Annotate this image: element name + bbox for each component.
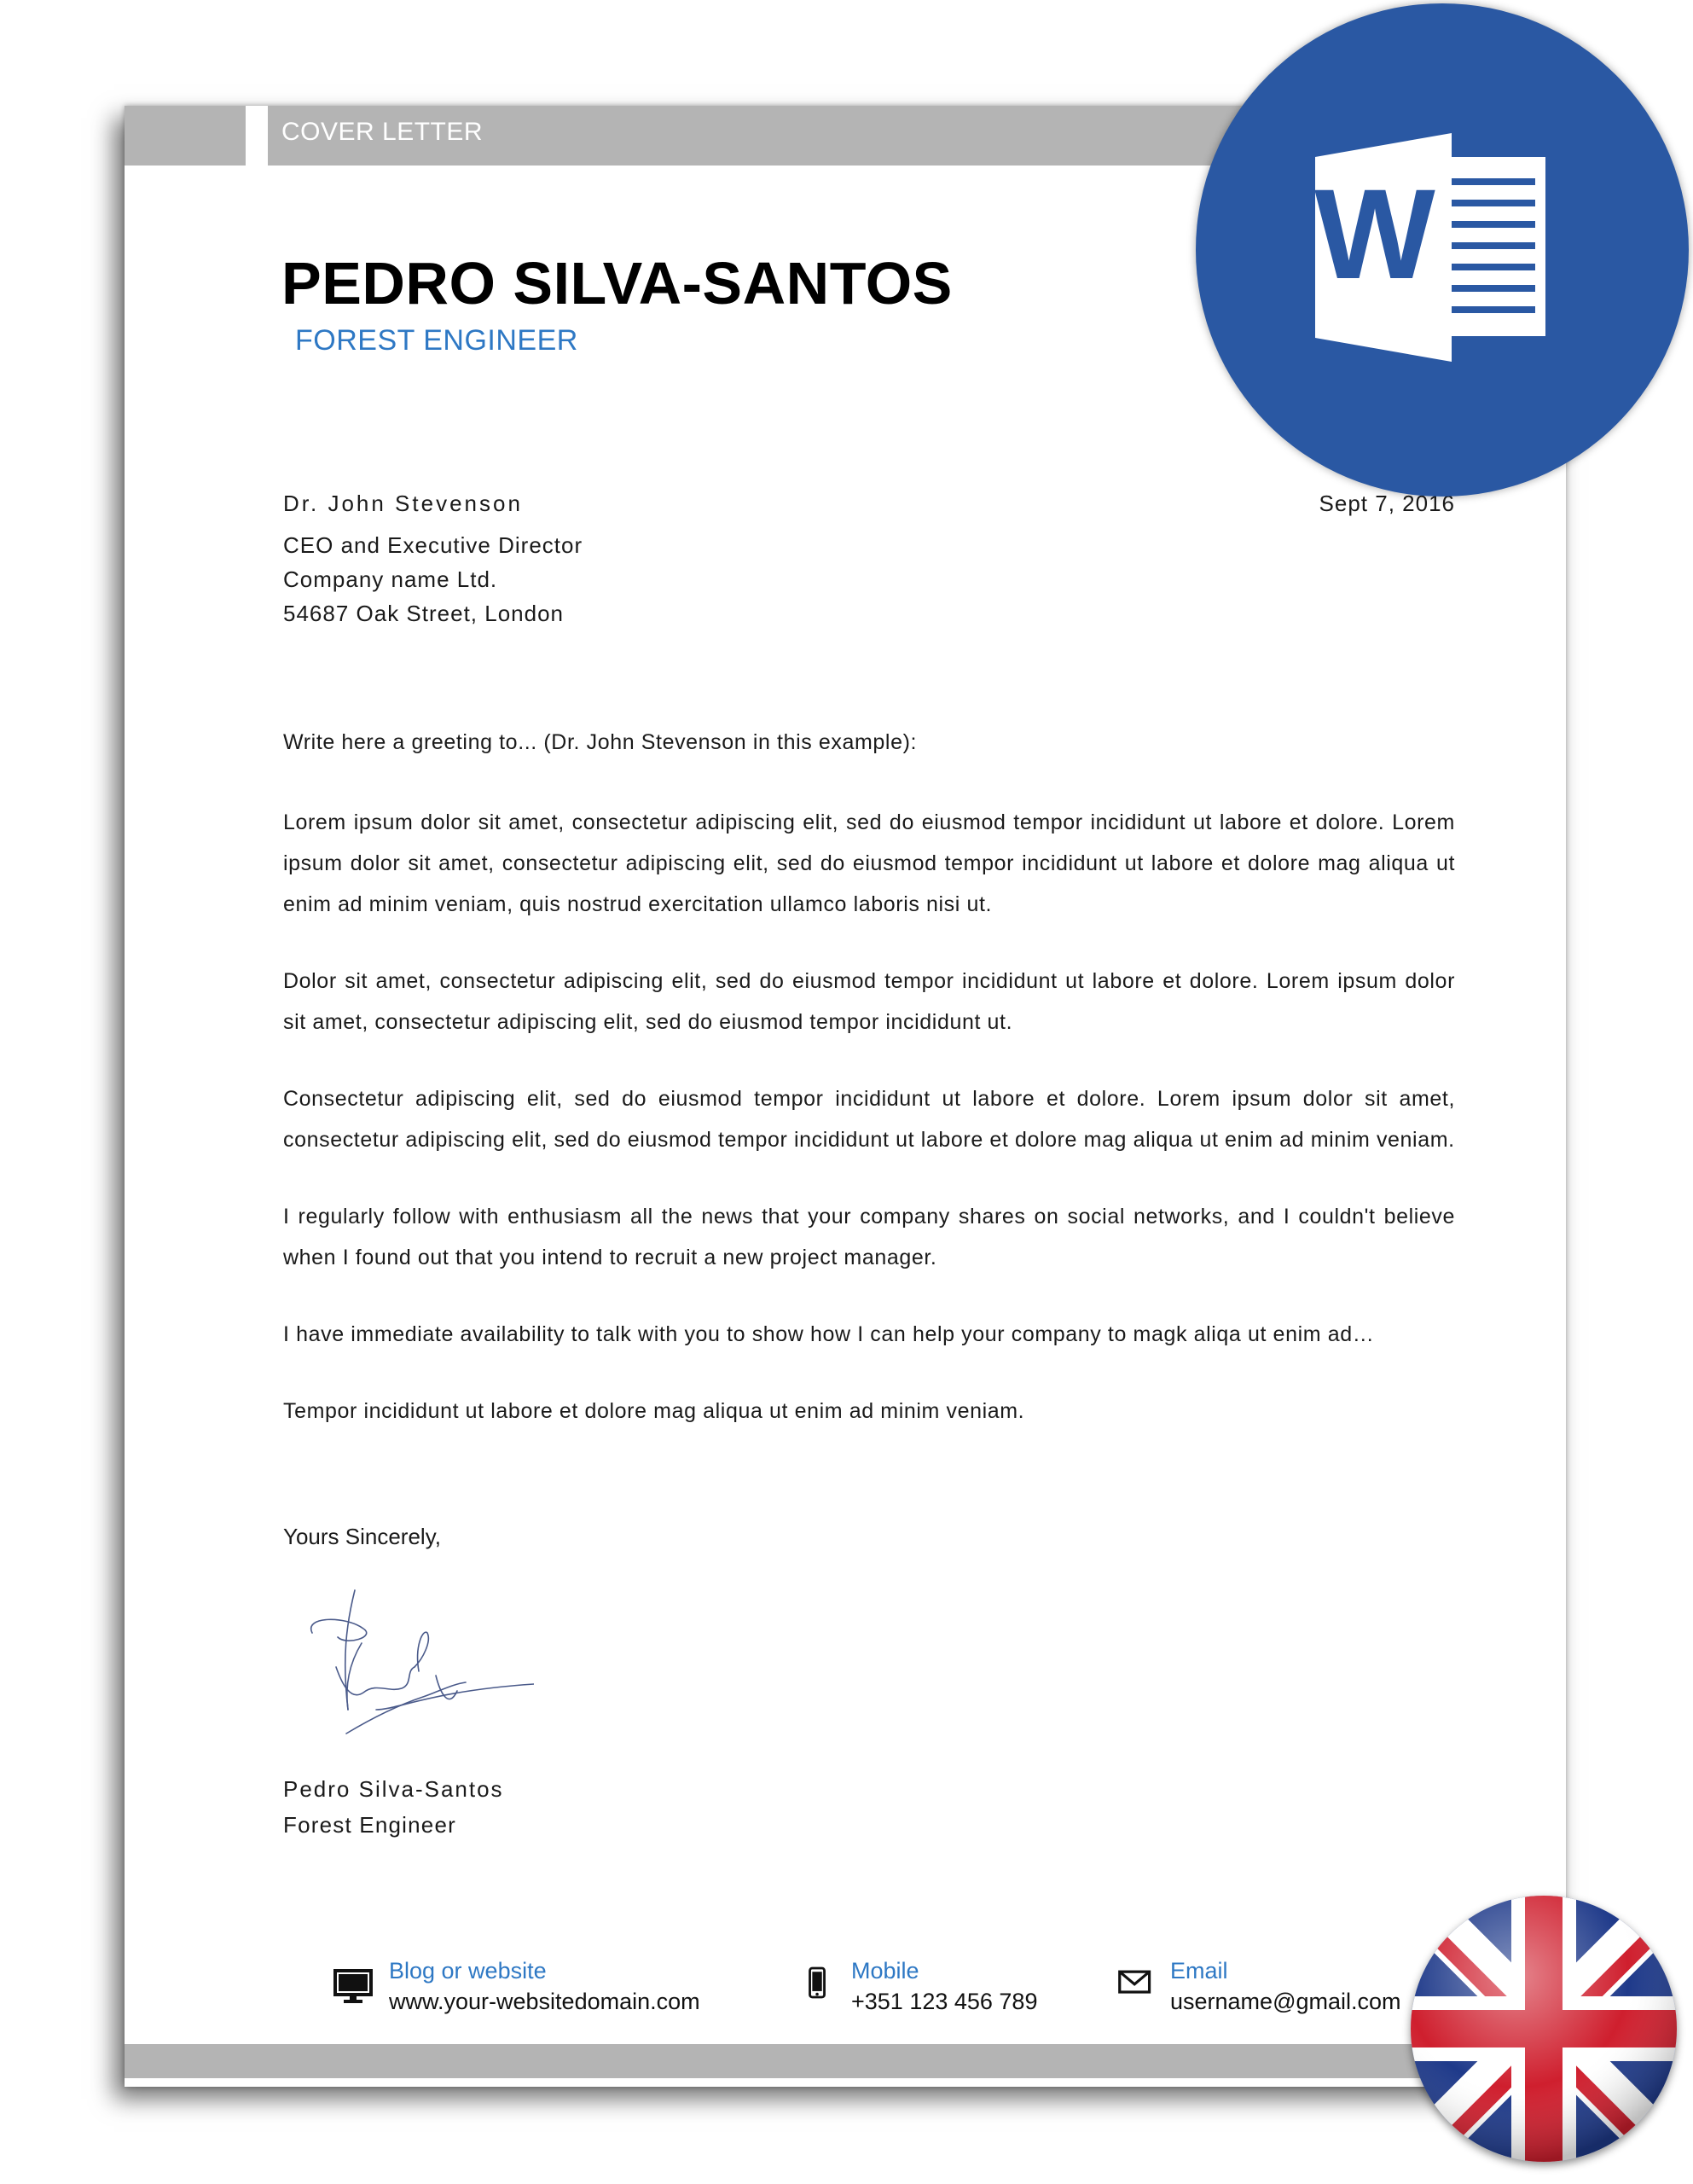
signer-block	[283, 1771, 504, 1843]
recipient-address: 54687 Oak Street, London	[283, 601, 565, 626]
top-bar-gap	[246, 106, 268, 166]
body-paragraph: Dolor sit amet, consectetur adipiscing elit, sed do eiusmod tempor incididunt ut labore et dolore. Lorem ipsum dolor sit amet, consectetur adipiscing elit, sed do eiusmod tempor incididunt ut.	[283, 969, 1455, 1034]
recipient-name: Dr. John Stevenson	[283, 491, 523, 516]
contact-email	[1117, 1955, 1401, 2017]
word-logo-icon	[1196, 3, 1689, 497]
recipient-block	[283, 486, 583, 630]
bottom-bar	[125, 2044, 1566, 2078]
body-paragraph: I have immediate availability to talk with you to show how I can help your company to magk aliqa ut enim ad…	[283, 1322, 1375, 1346]
letter-body	[283, 722, 1455, 1467]
mobile-label: Mobile	[851, 1958, 919, 1984]
signer-title: Forest Engineer	[283, 1812, 456, 1838]
body-paragraph: Tempor incididunt ut labore et dolore mag aliqua ut enim ad minim veniam.	[283, 1399, 1025, 1423]
document-label: COVER LETTER	[281, 118, 484, 146]
letter-date: Sept 7, 2016	[1319, 491, 1455, 516]
body-paragraph: Consectetur adipiscing elit, sed do eiusmod tempor incididunt ut labore et dolore. Lorem ipsum dolor sit amet, consectetur adipiscing elit, sed do eiusmod tempor incididunt ut labore et dolore mag aliqua ut enim ad minim veniam.	[283, 1087, 1455, 1152]
signer-name: Pedro Silva-Santos	[283, 1776, 504, 1802]
phone-icon	[807, 1959, 836, 2007]
contact-mobile	[807, 1955, 1037, 2017]
applicant-title: FOREST ENGINEER	[295, 324, 578, 357]
mobile-value[interactable]: +351 123 456 789	[851, 1989, 1038, 2014]
website-label: Blog or website	[389, 1958, 547, 1984]
body-paragraph: Lorem ipsum dolor sit amet, consectetur adipiscing elit, sed do eiusmod tempor incididunt ut labore et dolore. Lorem ipsum dolor sit amet, consectetur adipiscing elit, sed do eiusmod tempor incididunt ut labore et dolore mag aliqua ut enim ad minim veniam, quis nostrud exercitation ullamco laboris nisi ut.	[283, 810, 1455, 916]
uk-flag-icon	[1411, 1896, 1677, 2162]
closing: Yours Sincerely,	[283, 1524, 441, 1549]
word-logo-letter: W	[1314, 162, 1435, 305]
contact-website	[333, 1955, 700, 2017]
monitor-icon	[333, 1959, 374, 2007]
email-label: Email	[1170, 1958, 1228, 1984]
signature-image	[295, 1582, 534, 1744]
applicant-name: PEDRO SILVA-SANTOS	[281, 250, 953, 317]
word-badge	[1196, 3, 1689, 497]
website-value[interactable]: www.your-websitedomain.com	[389, 1989, 700, 2014]
envelope-icon	[1117, 1959, 1155, 2007]
greeting: Write here a greeting to... (Dr. John Stevenson in this example):	[283, 730, 918, 754]
recipient-position: CEO and Executive Director	[283, 532, 583, 558]
body-paragraph: I regularly follow with enthusiasm all the news that your company shares on social networks, and I couldn't believe when I found out that you intend to recruit a new project manager.	[283, 1205, 1455, 1269]
language-badge[interactable]	[1411, 1896, 1677, 2162]
email-value[interactable]: username@gmail.com	[1170, 1989, 1401, 2014]
recipient-company: Company name Ltd.	[283, 566, 498, 592]
